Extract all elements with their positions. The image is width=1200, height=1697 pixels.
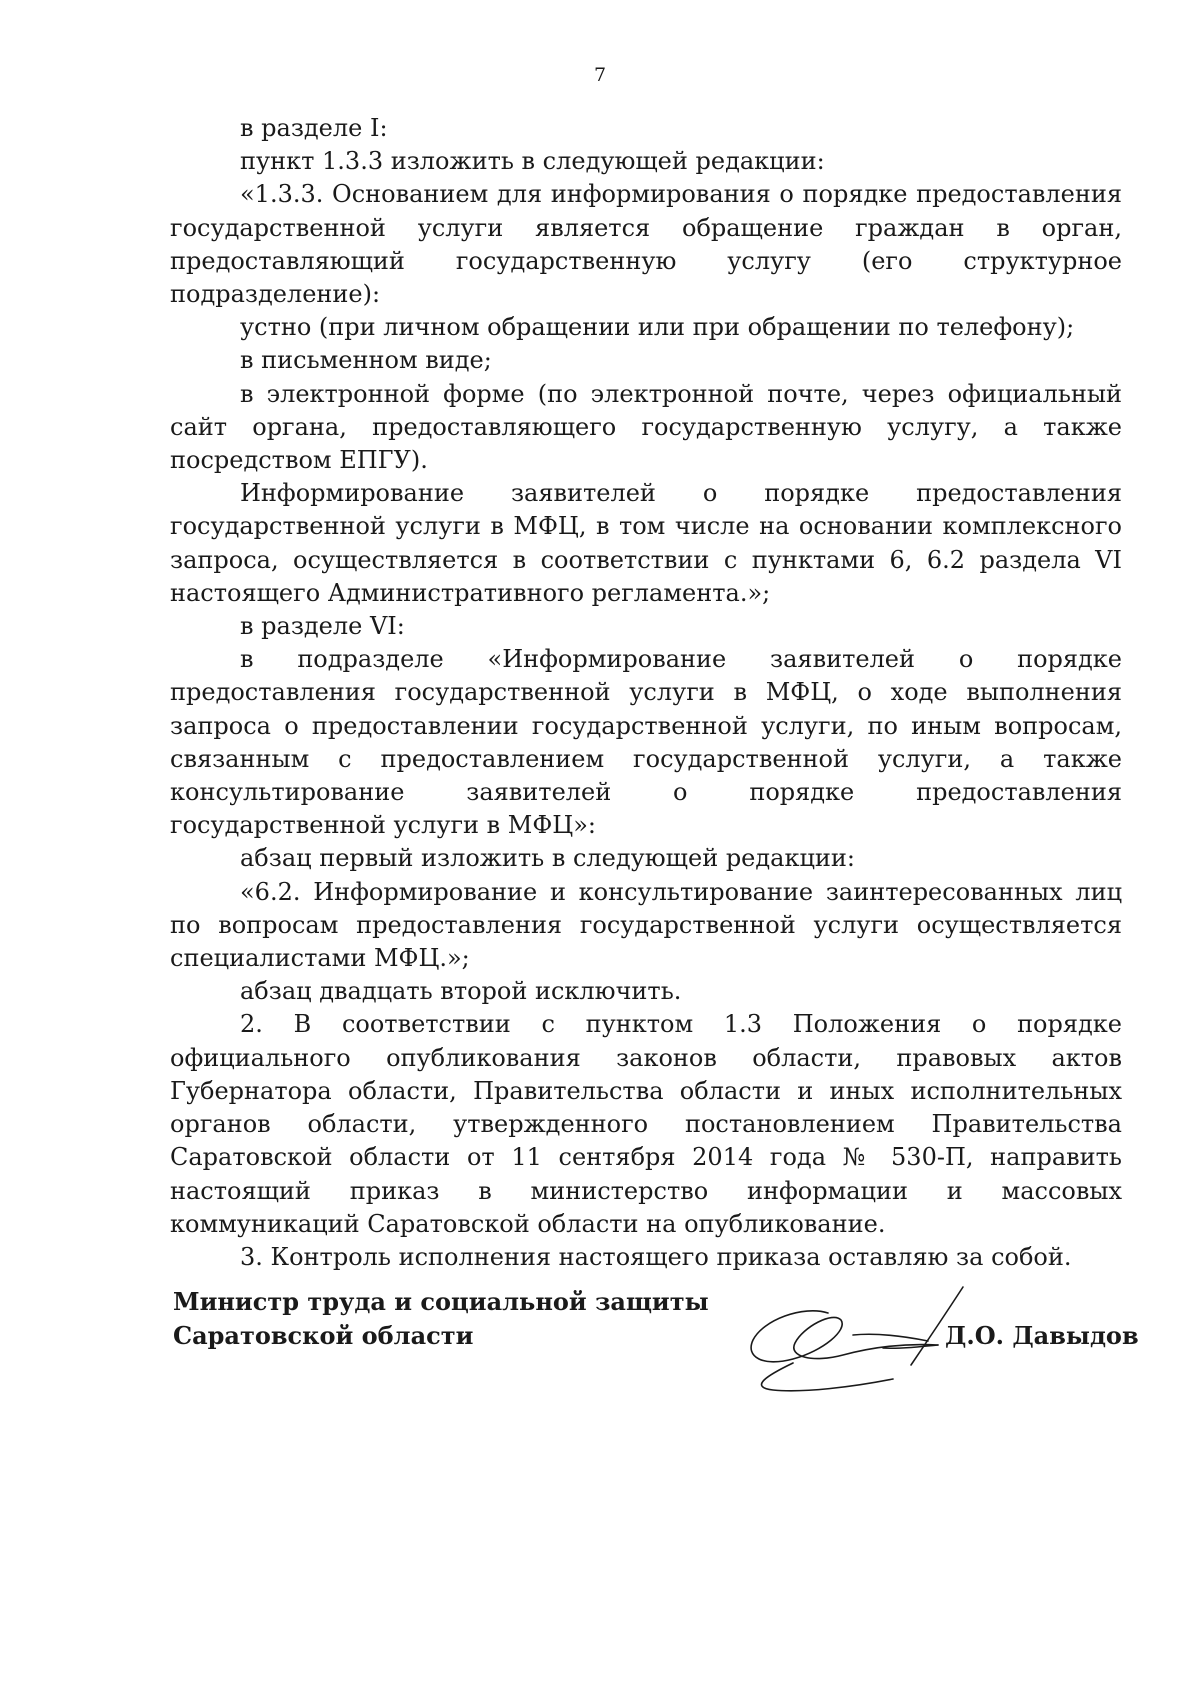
paragraph-mfc-informing: Информирование заявителей о порядке предоставления государственной услуги в МФЦ, в том числе на основании комплексного запроса, осуществляется в соответствии с пунктами 6, 6.2 раздела VI настоящего Административного регламента.»; [170,479,1122,607]
signature-block [173,1285,1139,1415]
paragraph-oral: устно (при личном обращении или при обращении по телефону); [240,313,1075,342]
paragraph-item-6-2: «6.2. Информирование и консультирование заинтересованных лиц по вопросам предоставления государственной услуги осуществляется специалистами МФЦ.»; [170,877,1122,973]
handwritten-signature [733,1275,973,1400]
document-body [170,112,1122,1274]
paragraph-written: в письменном виде; [240,346,492,375]
paragraph-abzac-22: абзац двадцать второй исключить. [240,977,682,1006]
paragraph-item-2: 2. В соответствии с пунктом 1.3 Положения о порядке официального опубликования законов области, правовых актов Губернатора области, Правительства области и иных исполнительных органов области, утвержденного постановлением Правительства Саратовской области от 11 сентября 2014 года № 530-П, направить настоящий приказ в министерство информации и массовых коммуникаций Саратовской области на опубликование. [170,1010,1122,1238]
paragraph-item-3: 3. Контроль исполнения настоящего приказа оставляю за собой. [240,1242,1072,1271]
paragraph-item-1-3-3-intro: пункт 1.3.3 изложить в следующей редакции: [240,147,825,176]
paragraph-item-1-3-3-text: «1.3.3. Основанием для информирования о порядке предоставления государственной услуги является обращение граждан в орган, предоставляющий государственную услугу (его структурное подразделение): [170,180,1122,309]
signer-position [173,1285,709,1353]
signer-position-line2: Саратовской области [173,1321,474,1350]
paragraph-section-6-heading: в разделе VI: [240,612,405,641]
signer-name: Д.О. Давыдов [945,1321,1139,1350]
signer-position-line1: Министр труда и социальной защиты [173,1287,709,1316]
paragraph-subsection: в подразделе «Информирование заявителей о порядке предоставления государственной услуги в МФЦ, о ходе выполнения запроса о предоставлении государственной услуги, по иным вопросам, связанным с предоставлением государственной услуги, а также консультирование заявителей о порядке предоставления государственной услуги в МФЦ»: [170,645,1122,840]
paragraph-first-abzac-intro: абзац первый изложить в следующей редакции: [240,844,855,873]
paragraph-section-1-heading: в разделе I: [240,114,388,142]
page-number: 7 [593,64,607,86]
paragraph-electronic: в электронной форме (по электронной почте, через официальный сайт органа, предоставляющего государственную услугу, а также посредством ЕПГУ). [170,379,1122,475]
